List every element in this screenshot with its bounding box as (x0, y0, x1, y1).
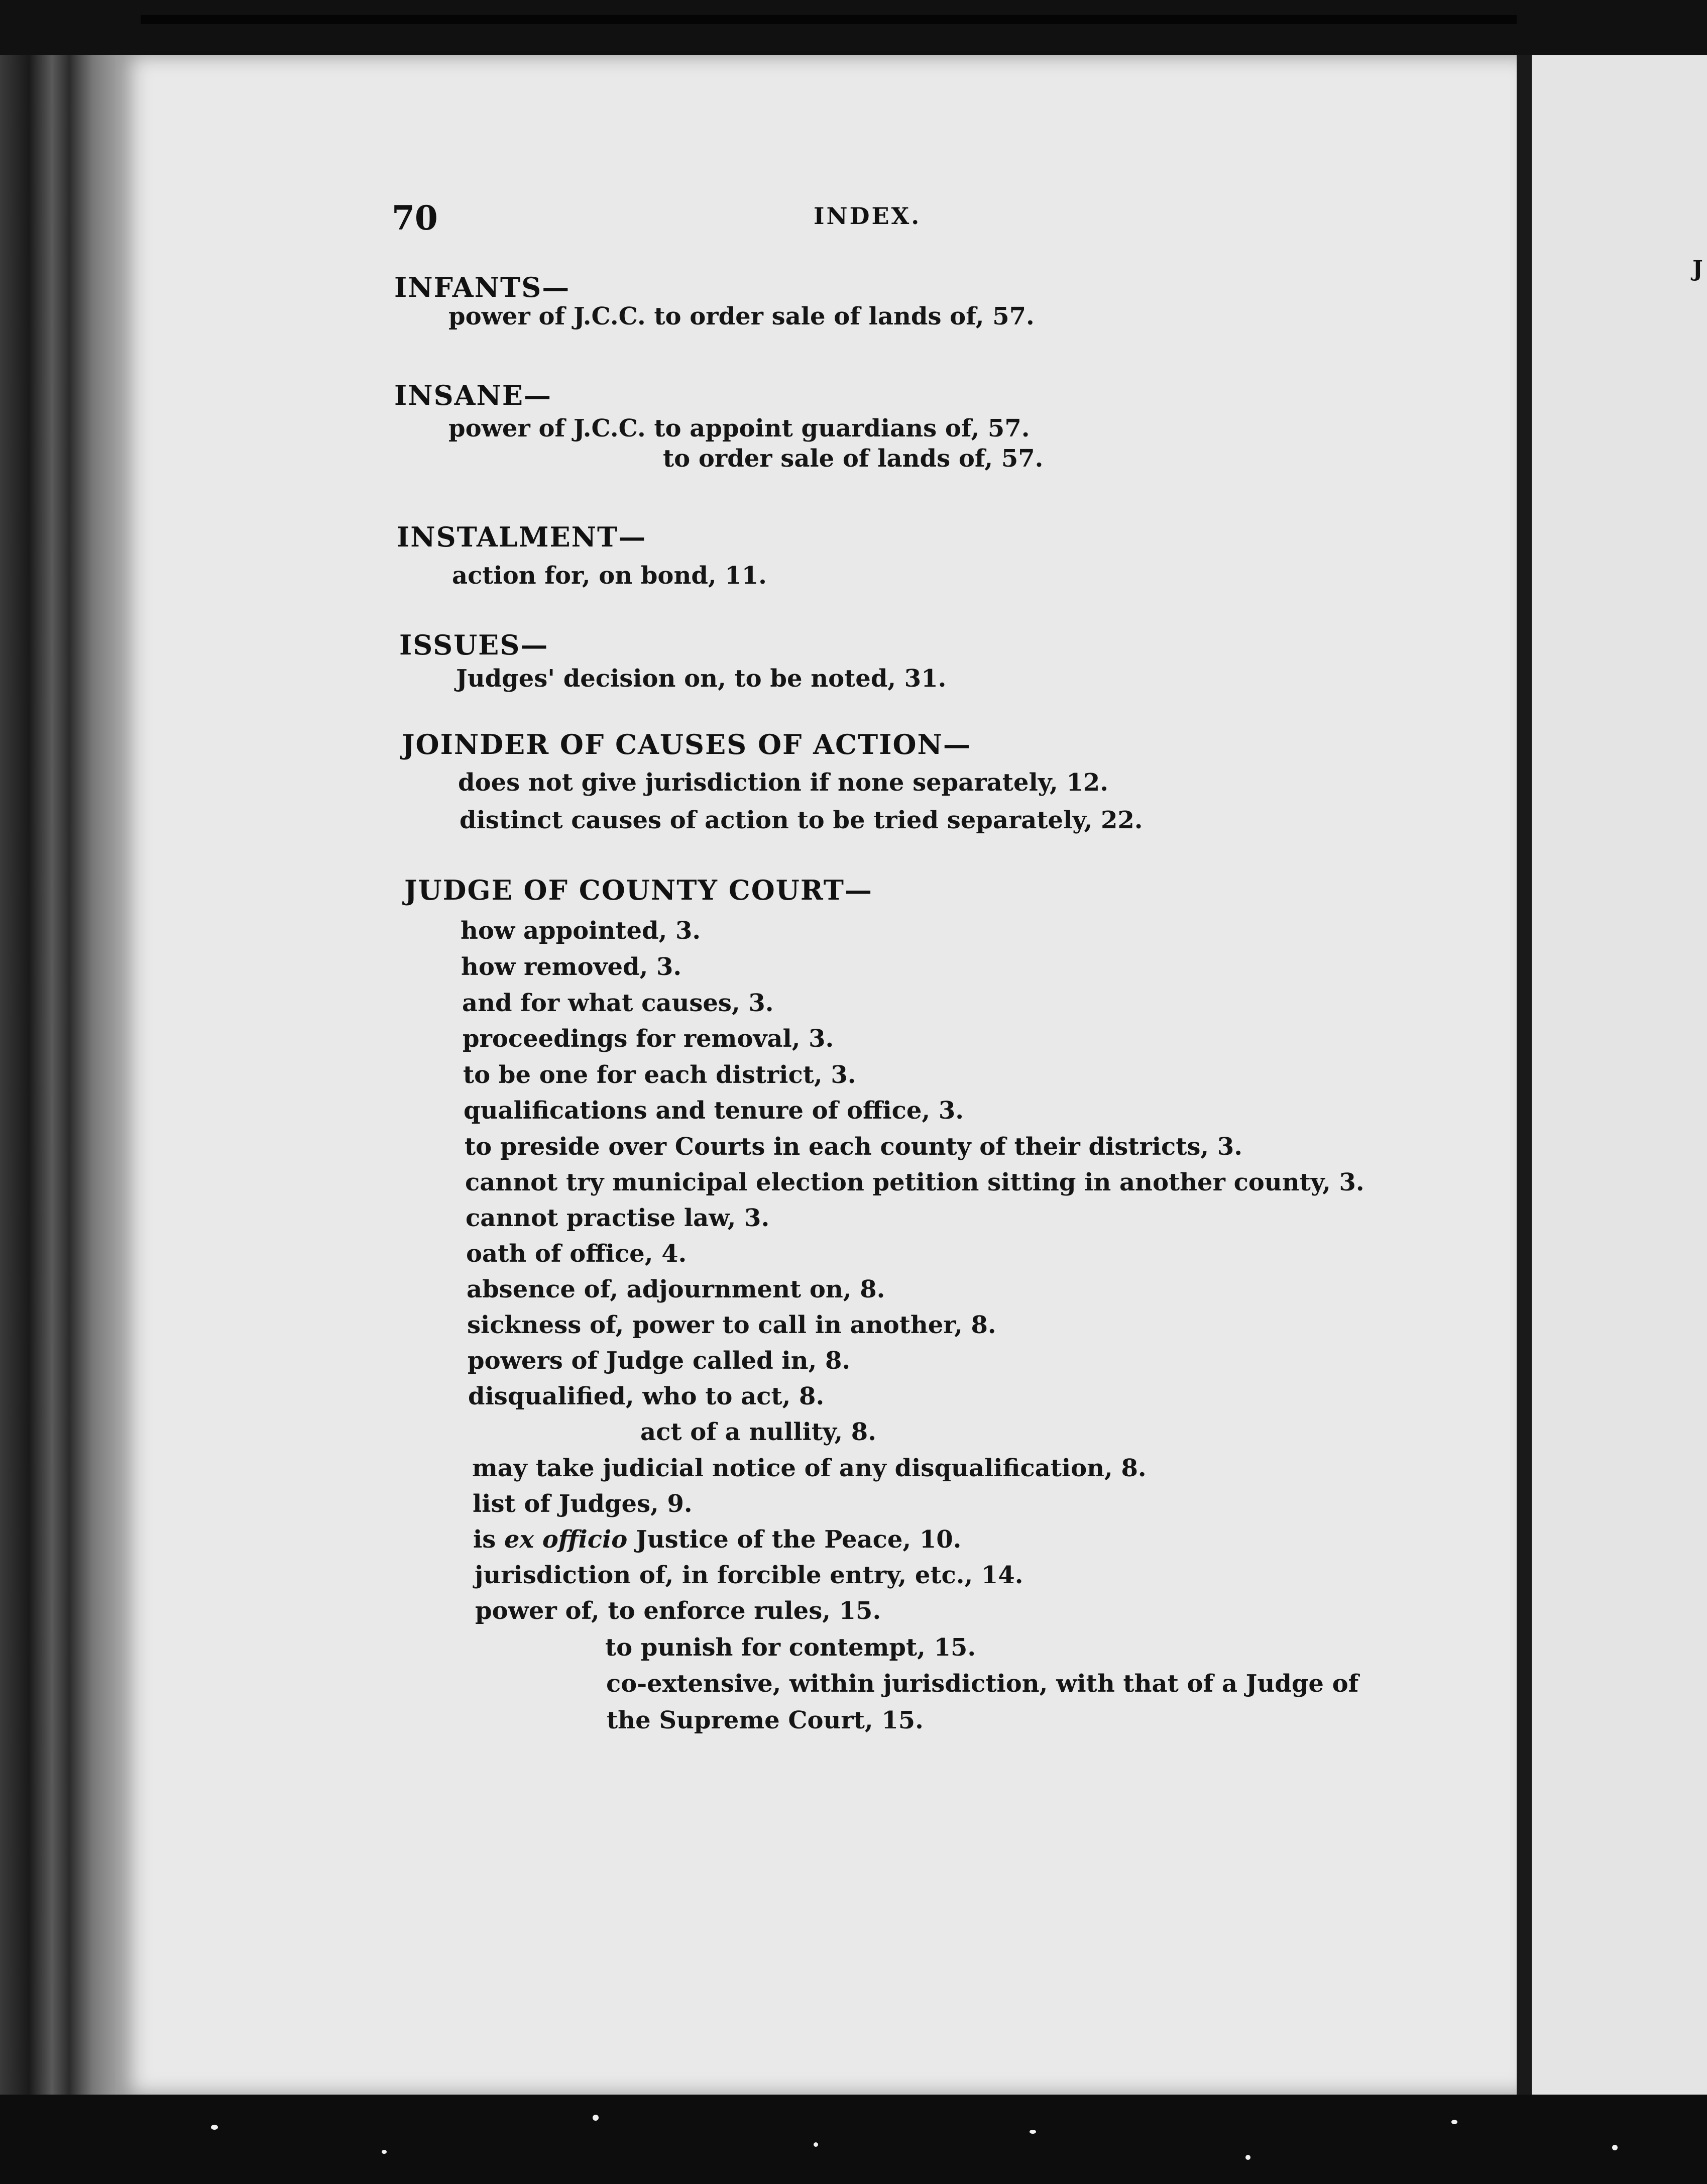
facing-page-edge (1532, 55, 1707, 2095)
subentry: the Supreme Court, 15. (607, 1706, 924, 1734)
subentry: oath of office, 4. (466, 1240, 687, 1268)
subentry: does not give jurisdiction if none separately, 12. (458, 769, 1108, 797)
subentry-text-italic: ex officio (504, 1525, 628, 1554)
film-left-edge (0, 0, 116, 2184)
subentry: Judges' decision on, to be noted, 31. (456, 665, 947, 693)
subentry: absence of, adjournment on, 8. (467, 1275, 885, 1303)
film-bottom-border (0, 2095, 1707, 2184)
page-header (0, 198, 1707, 238)
subentry: how removed, 3. (461, 953, 682, 981)
subentry: power of J.C.C. to order sale of lands of, 57. (448, 302, 1035, 331)
index-entry (399, 629, 548, 661)
index-entry (404, 874, 873, 906)
subentry-text-before: is (473, 1525, 504, 1554)
subentry: cannot practise law, 3. (466, 1204, 770, 1232)
subentry: list of Judges, 9. (473, 1490, 693, 1518)
subentry: powers of Judge called in, 8. (468, 1347, 851, 1375)
subentry (473, 1525, 961, 1554)
subentry: to preside over Courts in each county of their districts, 3. (465, 1133, 1242, 1161)
index-entry (397, 521, 646, 553)
subentry-text-after: Justice of the Peace, 10. (627, 1525, 962, 1554)
index-entry (394, 271, 570, 303)
subentry: disqualified, who to act, 8. (468, 1382, 825, 1410)
entry-heading: ISSUES— (399, 629, 549, 661)
subentry: sickness of, power to call in another, 8. (467, 1311, 996, 1339)
entry-heading: INFANTS— (394, 271, 571, 303)
film-top-border (0, 0, 1707, 55)
subentry: distinct causes of action to be tried separately, 22. (460, 806, 1143, 834)
subentry: act of a nullity, 8. (640, 1418, 876, 1446)
subentry: proceedings for removal, 3. (463, 1025, 834, 1053)
entry-heading: INSANE— (394, 379, 552, 411)
subentry: to order sale of lands of, 57. (663, 445, 1044, 473)
subentry: jurisdiction of, in forcible entry, etc., 14. (475, 1561, 1023, 1589)
subentry: may take judicial notice of any disqualification, 8. (472, 1454, 1147, 1482)
running-head: INDEX. (814, 202, 922, 230)
subentry: to punish for contempt, 15. (605, 1633, 976, 1662)
subentry: and for what causes, 3. (462, 989, 774, 1017)
index-entry (394, 379, 552, 411)
page-number: 70 (392, 198, 438, 238)
subentry: power of, to enforce rules, 15. (475, 1597, 881, 1625)
subentry: how appointed, 3. (461, 917, 701, 945)
top-border-rule (141, 15, 1517, 24)
subentry: action for, on bond, 11. (452, 562, 767, 590)
subentry: cannot try municipal election petition sitting in another county, 3. (465, 1168, 1364, 1196)
entry-heading: JOINDER OF CAUSES OF ACTION— (402, 728, 971, 760)
subentry: qualifications and tenure of office, 3. (464, 1097, 964, 1125)
subentry: to be one for each district, 3. (463, 1061, 856, 1089)
subentry: power of J.C.C. to appoint guardians of, 57. (448, 414, 1030, 443)
page-gutter (1517, 55, 1532, 2095)
facing-page-letter: J (1692, 256, 1703, 282)
entry-heading: JUDGE OF COUNTY COURT— (404, 874, 873, 906)
subentry: co-extensive, within jurisdiction, with that of a Judge of (606, 1670, 1359, 1698)
entry-heading: INSTALMENT— (397, 521, 647, 553)
index-entry (402, 728, 971, 760)
